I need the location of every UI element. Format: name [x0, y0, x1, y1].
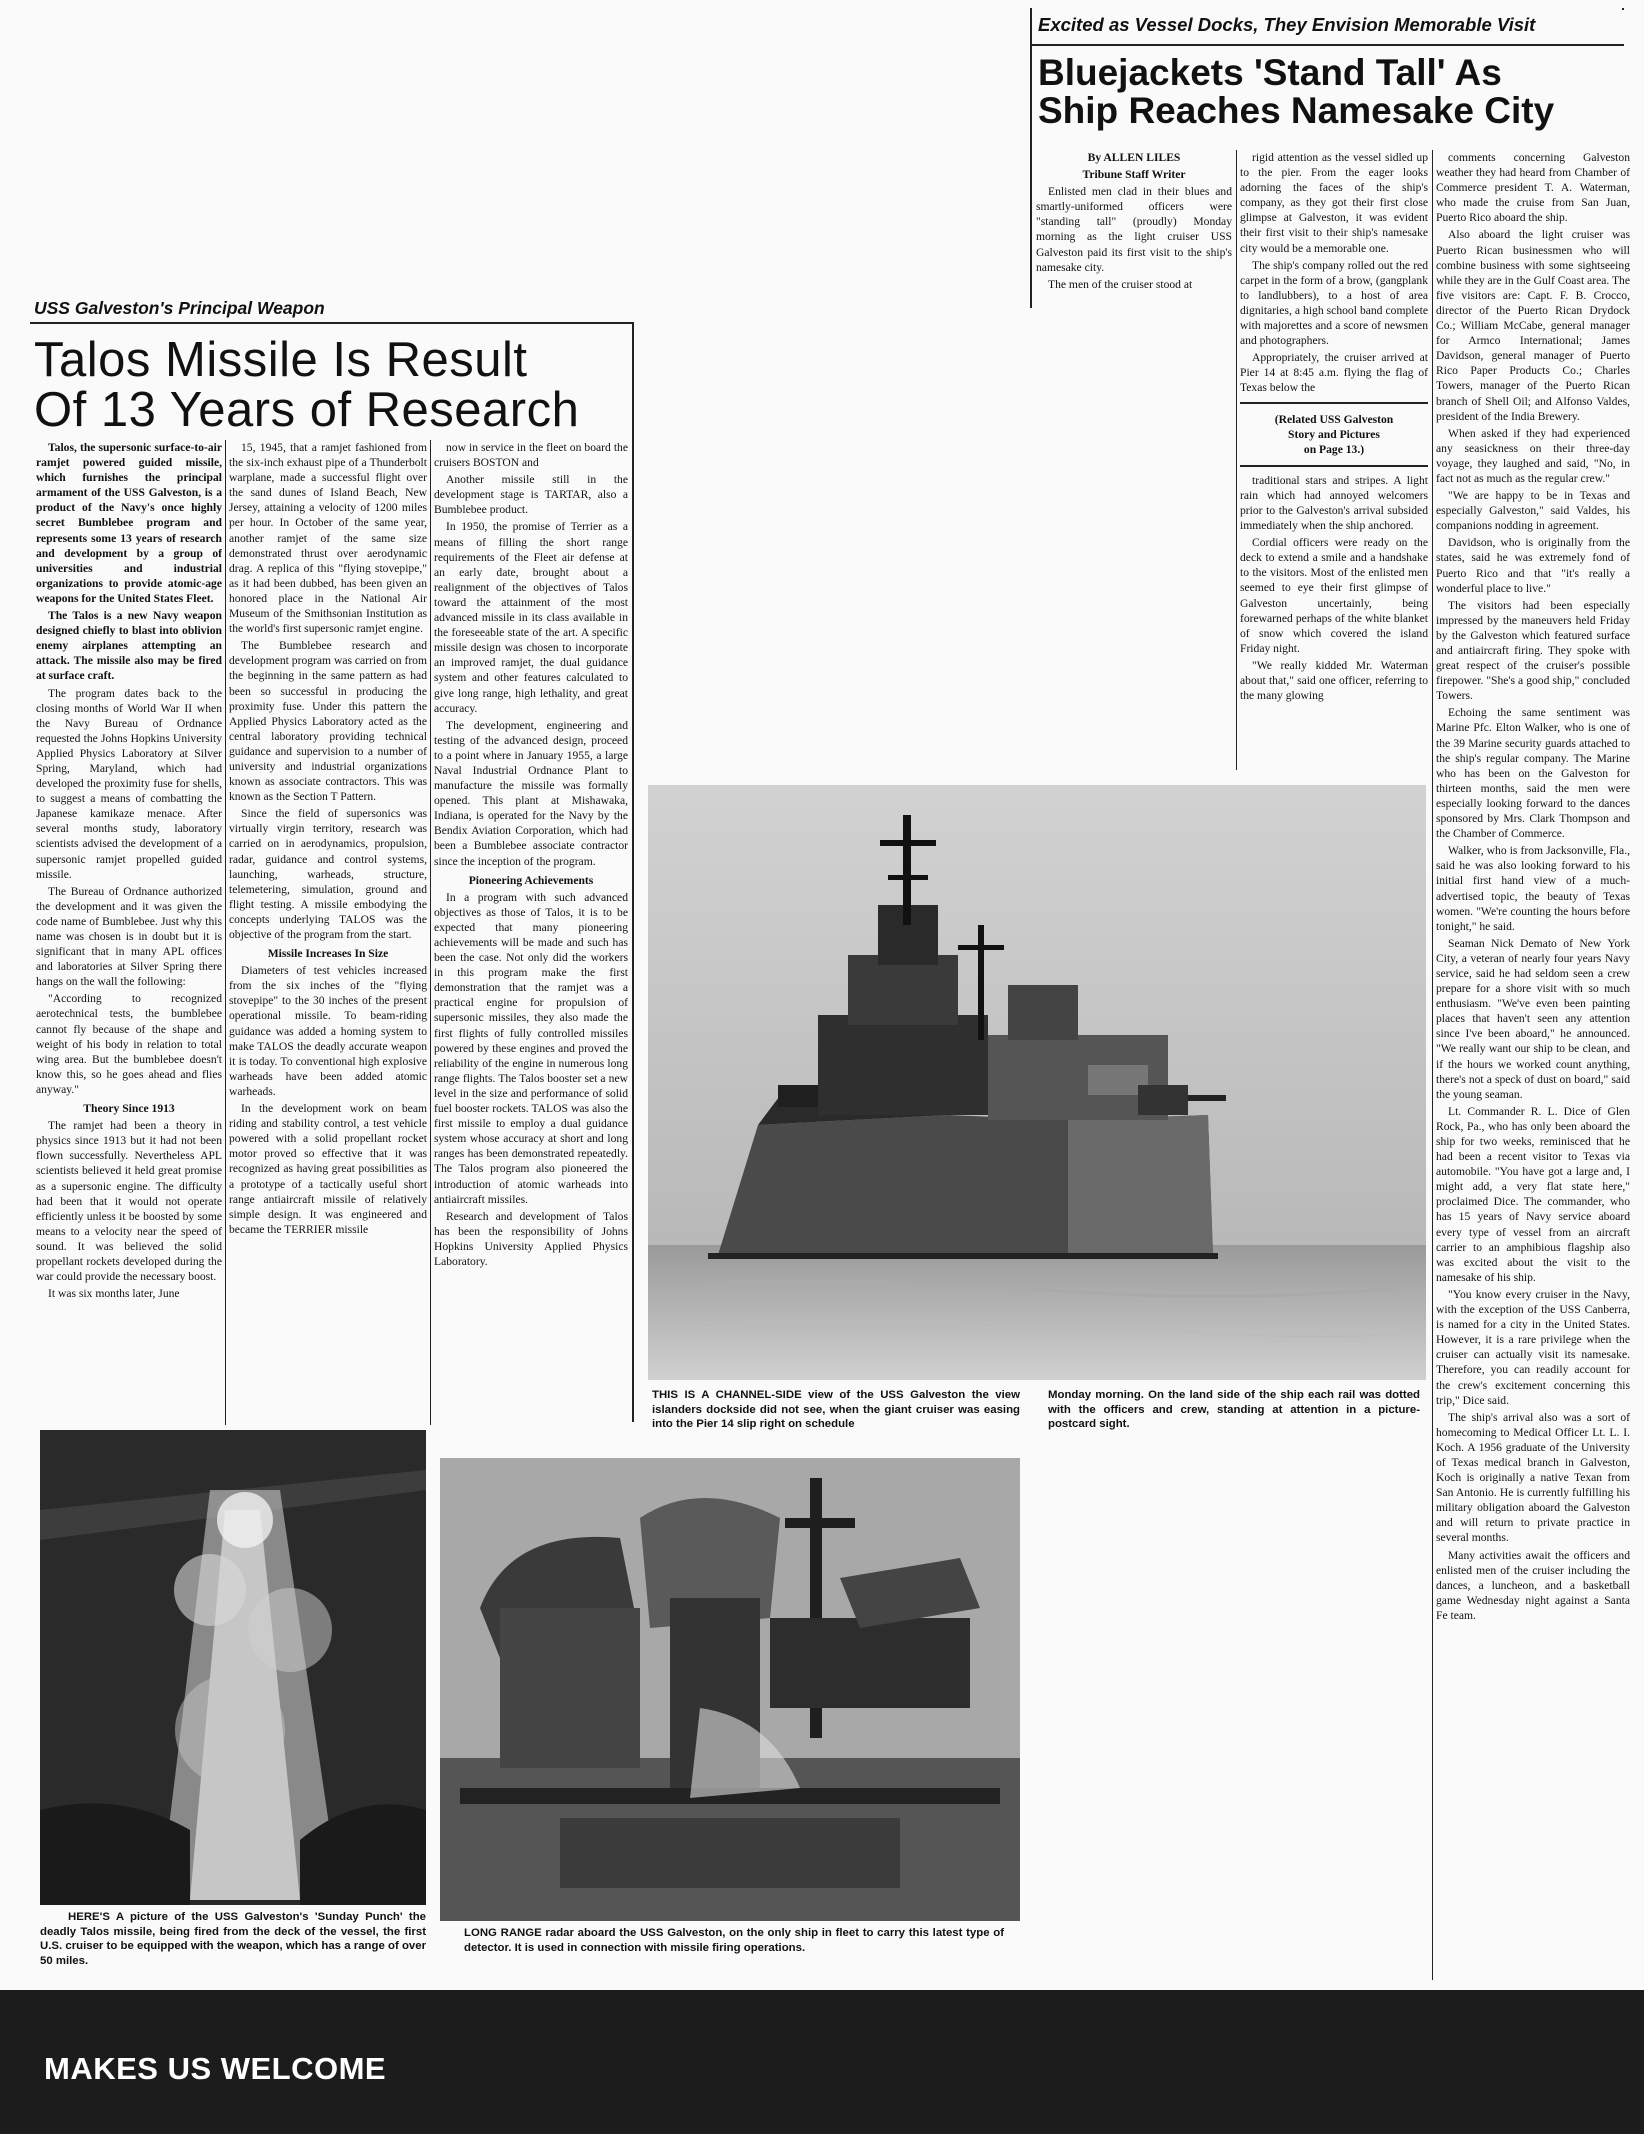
bluejackets-kicker: Excited as Vessel Docks, They Envision Memorable Visit [1038, 14, 1536, 35]
talos-paragraph: 15, 1945, that a ramjet fashioned from the six-inch exhaust pipe of a Thunderbolt warplane, made a successful flight over the sand dunes of Island Beach, New Jersey, attaining a velocity of 1200 miles per hour. In October of the same year, another ramjet of the same size demonstrated thrust over aerodynamic drag. A replica of this "flying stovepipe," as it had been dubbed, has been given an honored place in the National Air Museum of the Smithsonian Institution as the world's first supersonic ramjet engine. [229, 441, 427, 636]
talos-paragraph: Another missile still in the development stage is TARTAR, also a Bumblebee product. [434, 473, 628, 517]
ship-caption-right: Monday morning. On the land side of the ship each rail was dotted with the officers and crew, standing at attention in a picture-postcard sight. [1048, 1389, 1420, 1430]
bluejackets-paragraph: Appropriately, the cruiser arrived at Pier 14 at 8:45 a.m. flying the flag of Texas below the [1240, 351, 1428, 395]
column-rule [1236, 150, 1237, 770]
talos-headline-line2: Of 13 Years of Research [34, 382, 580, 437]
ship-caption-left: THIS IS A CHANNEL-SIDE view of the USS Galveston the view islanders dockside did not see, when the giant cruiser was easing into the Pier 14 slip right on schedule [652, 1389, 1020, 1430]
bluejackets-paragraph: "We are happy to be in Texas and especially Galveston," said Valdes, his companions nodding in agreement. [1436, 489, 1630, 533]
related-story-line: on Page 13.) [1303, 442, 1365, 456]
bluejackets-kicker-rule [1030, 44, 1624, 46]
bluejackets-paragraph: The ship's arrival also was a sort of homecoming to Medical Officer Lt. L. I. Koch. A 1956 graduate of the University of Texas medical branch in Galveston, Koch is originally a native Texan from San Antonio. He is currently fulfilling his military obligation aboard the Galveston and will return to private practice in several months. [1436, 1410, 1630, 1545]
column-rule [430, 440, 431, 1425]
radar-caption: LONG RANGE radar aboard the USS Galveston, on the only ship in fleet to carry this latest type of detector. It is used in connection with missile firing operations. [464, 1927, 1004, 1954]
bluejackets-column-3 [1436, 150, 1630, 1985]
talos-paragraph: "According to recognized aerotechnical tests, the bumblebee cannot fly because of the shape and weight of his body in relation to total wing area. But the bumblebee doesn't know this, so he goes ahead and flies anyway." [36, 992, 222, 1096]
talos-paragraph: Research and development of Talos has been the responsibility of Johns Hopkins University Applied Physics Laboratory. [434, 1209, 628, 1268]
talos-column-2 [229, 440, 427, 1425]
bluejackets-paragraph: Enlisted men clad in their blues and smartly-uniformed officers were "standing tall" (proudly) Monday morning as the light cruiser USS Galveston paid its first visit to the ship's namesake city. [1036, 185, 1232, 274]
talos-paragraph: Diameters of test vehicles increased from the six inches of the "flying stovepipe" to the 30 inches of the present operational missile. To beam-riding guidance was added a homing system to make TALOS the deadly accurate weapon it is today. To conventional high explosive warheads have been added atomic warheads. [229, 964, 427, 1098]
bluejackets-paragraph: The men of the cruiser stood at [1048, 277, 1193, 291]
talos-paragraph: The Bureau of Ordnance authorized the development and it was given the code name of Bumblebee. Just why this name was chosen is in doubt but it is significant that in many APL offices and laboratories at Silver Spring there hangs on the wall the following: [36, 884, 222, 989]
bluejackets-paragraph: The visitors had been especially impressed by the maneuvers held Friday by the Galveston which featured surface and antiaircraft firing. They spoke with great respect of the cruiser's possible firepower. "She's a good ship," concluded Towers. [1436, 598, 1630, 703]
bluejackets-paragraph: When asked if they had experienced any seasickness on their three-day voyage, they laughed and said, "No, in fact not as much as the regular crew." [1436, 426, 1630, 485]
missile-launch-illustration [40, 1430, 426, 1905]
bluejackets-headline-line1: Bluejackets 'Stand Tall' As [1038, 52, 1502, 93]
byline-title: Tribune Staff Writer [1082, 168, 1186, 182]
talos-paragraph: The Bumblebee research and development program was carried on from the beginning in the same pattern as had been so successful in producing the proximity fuse. Under this pattern the Applied Physics Laboratory acted as the central laboratory providing technical guidance and supervision to a number of university and industrial organizations known as associate contractors. This was known as the Section T Pattern. [229, 639, 427, 804]
talos-paragraph: In the development work on beam riding and stability control, a test vehicle powered with a solid propellant rocket motor proved so effective that it was recognized as having great possibilities as a prototype of a tactically useful short range antiaircraft missile of relatively simple design. It was engineered and became the TERRIER missile [229, 1102, 427, 1236]
bluejackets-paragraph: rigid attention as the vessel sidled up to the pier. From the eager looks adorning the faces of the ship's company, as they got their first close glimpse at Galveston, it was evident their first visit to their ship's namesake city would be a memorable one. [1240, 151, 1428, 255]
talos-paragraph: The Talos is a new Navy weapon designed chiefly to blast into oblivion enemy airplanes attempting an attack. The missile also may be fired at surface craft. [36, 609, 222, 683]
related-story-line: Story and Pictures [1288, 427, 1380, 441]
bluejackets-paragraph: "We really kidded Mr. Waterman about that," said one officer, referring to the many glowing [1240, 658, 1428, 703]
talos-paragraph: In a program with such advanced objectives as those of Talos, it is to be expected that many pioneering achievements will be made and such has been the case. Not only did the workers in this program make the first demonstration that the ramjet was a practical engine for propulsion of supersonic missiles, they also made the first flights of fully controlled missiles powered by these engines and proved the reliability of the engine in numerous long range flights. The Talos booster set a new level in the size and performance of solid fuel booster rockets. TALOS was also the first missile to employ a dual guidance system whose accuracy at short and long ranges has been demonstrated repeatedly. The Talos program also pioneered the introduction of atomic warheads into antiaircraft missiles. [434, 890, 628, 1206]
bluejackets-paragraph: Cordial officers were ready on the deck to extend a smile and a handshake to the visitors. Most of the enlisted men seemed to eye their first glimpse of Galveston uncertainly, being forewarned perhaps of the white blanket of snow which covered the island Friday night. [1240, 536, 1428, 655]
missile-photo [40, 1430, 426, 1905]
footer-bar [0, 1990, 1644, 2134]
ship-illustration [648, 785, 1426, 1380]
bluejackets-paragraph: Davidson, who is originally from the states, said he was extremely fond of Puerto Rico and that "it's really a wonderful place to live." [1436, 536, 1630, 595]
bluejackets-paragraph: "You know every cruiser in the Navy, with the exception of the USS Canberra, is named for a city in the United States. However, it is a rare privilege when the cruiser can actually visit its namesake. Therefore, you can readily account for the crew's excitement concerning this trip," Dice said. [1436, 1287, 1630, 1407]
talos-kicker-rule [30, 322, 632, 324]
talos-headline-line1: Talos Missile Is Result [34, 333, 528, 387]
talos-paragraph: now in service in the fleet on board the cruisers BOSTON and [434, 441, 628, 470]
bluejackets-paragraph: Echoing the same sentiment was Marine Pfc. Elton Walker, who is one of the 39 Marine security guards attached to the ship's regular company. The Marine who has been on the Galveston for thirteen months, said the men were especially looking forward to the dances sponsored by Mrs. Clark Thompson and the Chamber of Commerce. [1436, 706, 1630, 841]
talos-kicker: USS Galveston's Principal Weapon [34, 298, 325, 318]
bluejackets-paragraph: Also aboard the light cruiser was Puerto Rican businessmen who will combine business with some sightseeing while they are in the Gulf Coast area. The five visitors are: Capt. F. B. Crocco, director of the Puerto Rican Drydock Co.; William McCabe, general manager for Armco International; James Davidson, general manager of Puerto Rico Paper Products Co.; Charles Towers, manager of the Puerto Rican branch of Shell Oil; and Alfonso Valdes, president of the India Brewery. [1436, 228, 1630, 423]
byline-name: By ALLEN LILES [1087, 151, 1181, 164]
talos-subhead: Missile Increases In Size [267, 947, 389, 961]
bluejackets-right-rule [1622, 8, 1624, 10]
bluejackets-headline [1038, 54, 1554, 129]
column-rule [225, 440, 226, 1425]
talos-paragraph: The ramjet had been a theory in physics since 1913 but it had not been flown successfully. Nevertheless APL scientists believed it held great promise as a supersonic engine. The difficulty had been that it would not operate efficiently unless it be boosted by some means to a velocity near the speed of sound. It was believed the solid propellant rockets developed during the war could provide the necessary boost. [36, 1119, 222, 1284]
talos-column-3 [434, 440, 628, 1425]
related-story-box [1240, 402, 1428, 467]
bluejackets-paragraph: traditional stars and stripes. A light rain which had annoyed welcomers prior to the Galveston's arrival subsided immediately when the ship anchored. [1240, 473, 1428, 533]
talos-paragraph: Since the field of supersonics was virtually virgin territory, research was carried on in aerodynamics, propulsion, radar, guidance and control systems, launching, warheads, structure, telemetering, simulation, ground and flight testing. A missile embodying the concepts underlying TALOS was the objective of the program from the start. [229, 807, 427, 941]
talos-headline [34, 333, 580, 437]
talos-subhead: Theory Since 1913 [83, 1102, 175, 1116]
related-story-line: (Related USS Galveston [1274, 412, 1394, 426]
ship-photo [648, 785, 1426, 1380]
column-rule [1432, 150, 1433, 1980]
radar-photo [440, 1458, 1020, 1921]
talos-paragraph: It was six months later, June [48, 1287, 180, 1301]
bluejackets-column-1 [1036, 150, 1232, 310]
bluejackets-paragraph: The ship's company rolled out the red carpet in the form of a brow, (gangplank to landlubbers), to a host of area dignitaries, a high school band complete with majorettes and a score of newsmen and photographers. [1240, 258, 1428, 348]
talos-subhead: Pioneering Achievements [468, 873, 594, 887]
talos-paragraph: In 1950, the promise of Terrier as a means of filling the short range requirements of the Fleet air defense at an early date, brought about a realignment of the objectives of Talos toward the attainment of the most advanced missile in its class available in the foreseeable state of the art. A specific missile design was chosen to incorporate an improved ramjet, the dual guidance system and other features calculated to give long range, high lethality, and great accuracy. [434, 520, 628, 715]
bluejackets-column-2 [1240, 150, 1428, 775]
bluejackets-paragraph: Many activities await the officers and enlisted men of the cruiser including the dances, a luncheon, and a basketball game Wednesday night against a Santa Fe team. [1436, 1548, 1630, 1622]
bluejackets-headline-line2: Ship Reaches Namesake City [1038, 89, 1555, 131]
talos-right-rule [632, 322, 634, 1422]
radar-illustration [440, 1458, 1020, 1921]
talos-paragraph: The development, engineering and testing of the advanced design, proceed to a point where in January 1955, a large Naval Industrial Ordnance Plant to manufacture the missile was formally opened. This plant at Mishawaka, Indiana, is operated for the Navy by the Bendix Aviation Corporation, which had been a Bumblebee associate contractor since the inception of the program. [434, 718, 628, 868]
bluejackets-paragraph: Walker, who is from Jacksonville, Fla., said he was also looking forward to his initial first hand view of a much-advertised topic, the beauty of Texas women. "We're counting the hours before tonight," he said. [1436, 844, 1630, 933]
bluejackets-left-rule [1030, 8, 1032, 308]
bluejackets-paragraph: Lt. Commander R. L. Dice of Glen Rock, Pa., who has only been aboard the ship for two weeks, reminisced that he had been a recent visitor to Texas via automobile. "You have got a large and, I might add, a very flat state here," proclaimed Dice. The commander, who has 15 years of Navy service aboard every type of vessel from an aircraft carrier to an amphibious flagship also was excited about the visit to the namesake of his ship. [1436, 1104, 1630, 1284]
missile-caption: HERE'S A picture of the USS Galveston's 'Sunday Punch' the deadly Talos missile, being fired from the deck of the vessel, the first U.S. cruiser to be equipped with the weapon, which has a range of over 50 miles. [40, 1911, 426, 1967]
bluejackets-paragraph: Seaman Nick Demato of New York City, a veteran of nearly four years Navy service, said he had seldom seen a crew prepare for a shore visit with so much enthusiasm. "We've even been painting places that haven't seen any attention since I've been aboard," he announced. "We really want our ship to be clean, and if the hours we worked count anything, there's not a speck of dust on board," said the young seaman. [1436, 936, 1630, 1101]
talos-paragraph: The program dates back to the closing months of World War II when the Navy Bureau of Ordnance requested the Johns Hopkins University Applied Physics Laboratory at Silver Spring, Maryland, which had developed the proximity fuse for shells, to suggest a means of combatting the Japanese kamikaze menace. After several months study, laboratory scientists advised the development of a supersonic ramjet propelled guided missile. [36, 686, 222, 881]
footer-title: MAKES US WELCOME [44, 2051, 387, 2086]
talos-column-1 [36, 440, 222, 1425]
talos-paragraph: Talos, the supersonic surface-to-air ramjet powered guided missile, which furnishes the principal armament of the USS Galveston, is a product of the Navy's once highly secret Bumblebee program and represents some 13 years of research and development by a group of universities and industrial organizations to provide atomic-age weapons for the United States Fleet. [36, 441, 222, 605]
bluejackets-paragraph: comments concerning Galveston weather they had heard from Chamber of Commerce president T. A. Waterman, who made the cruise from San Juan, Puerto Rico aboard the ship. [1436, 151, 1630, 225]
